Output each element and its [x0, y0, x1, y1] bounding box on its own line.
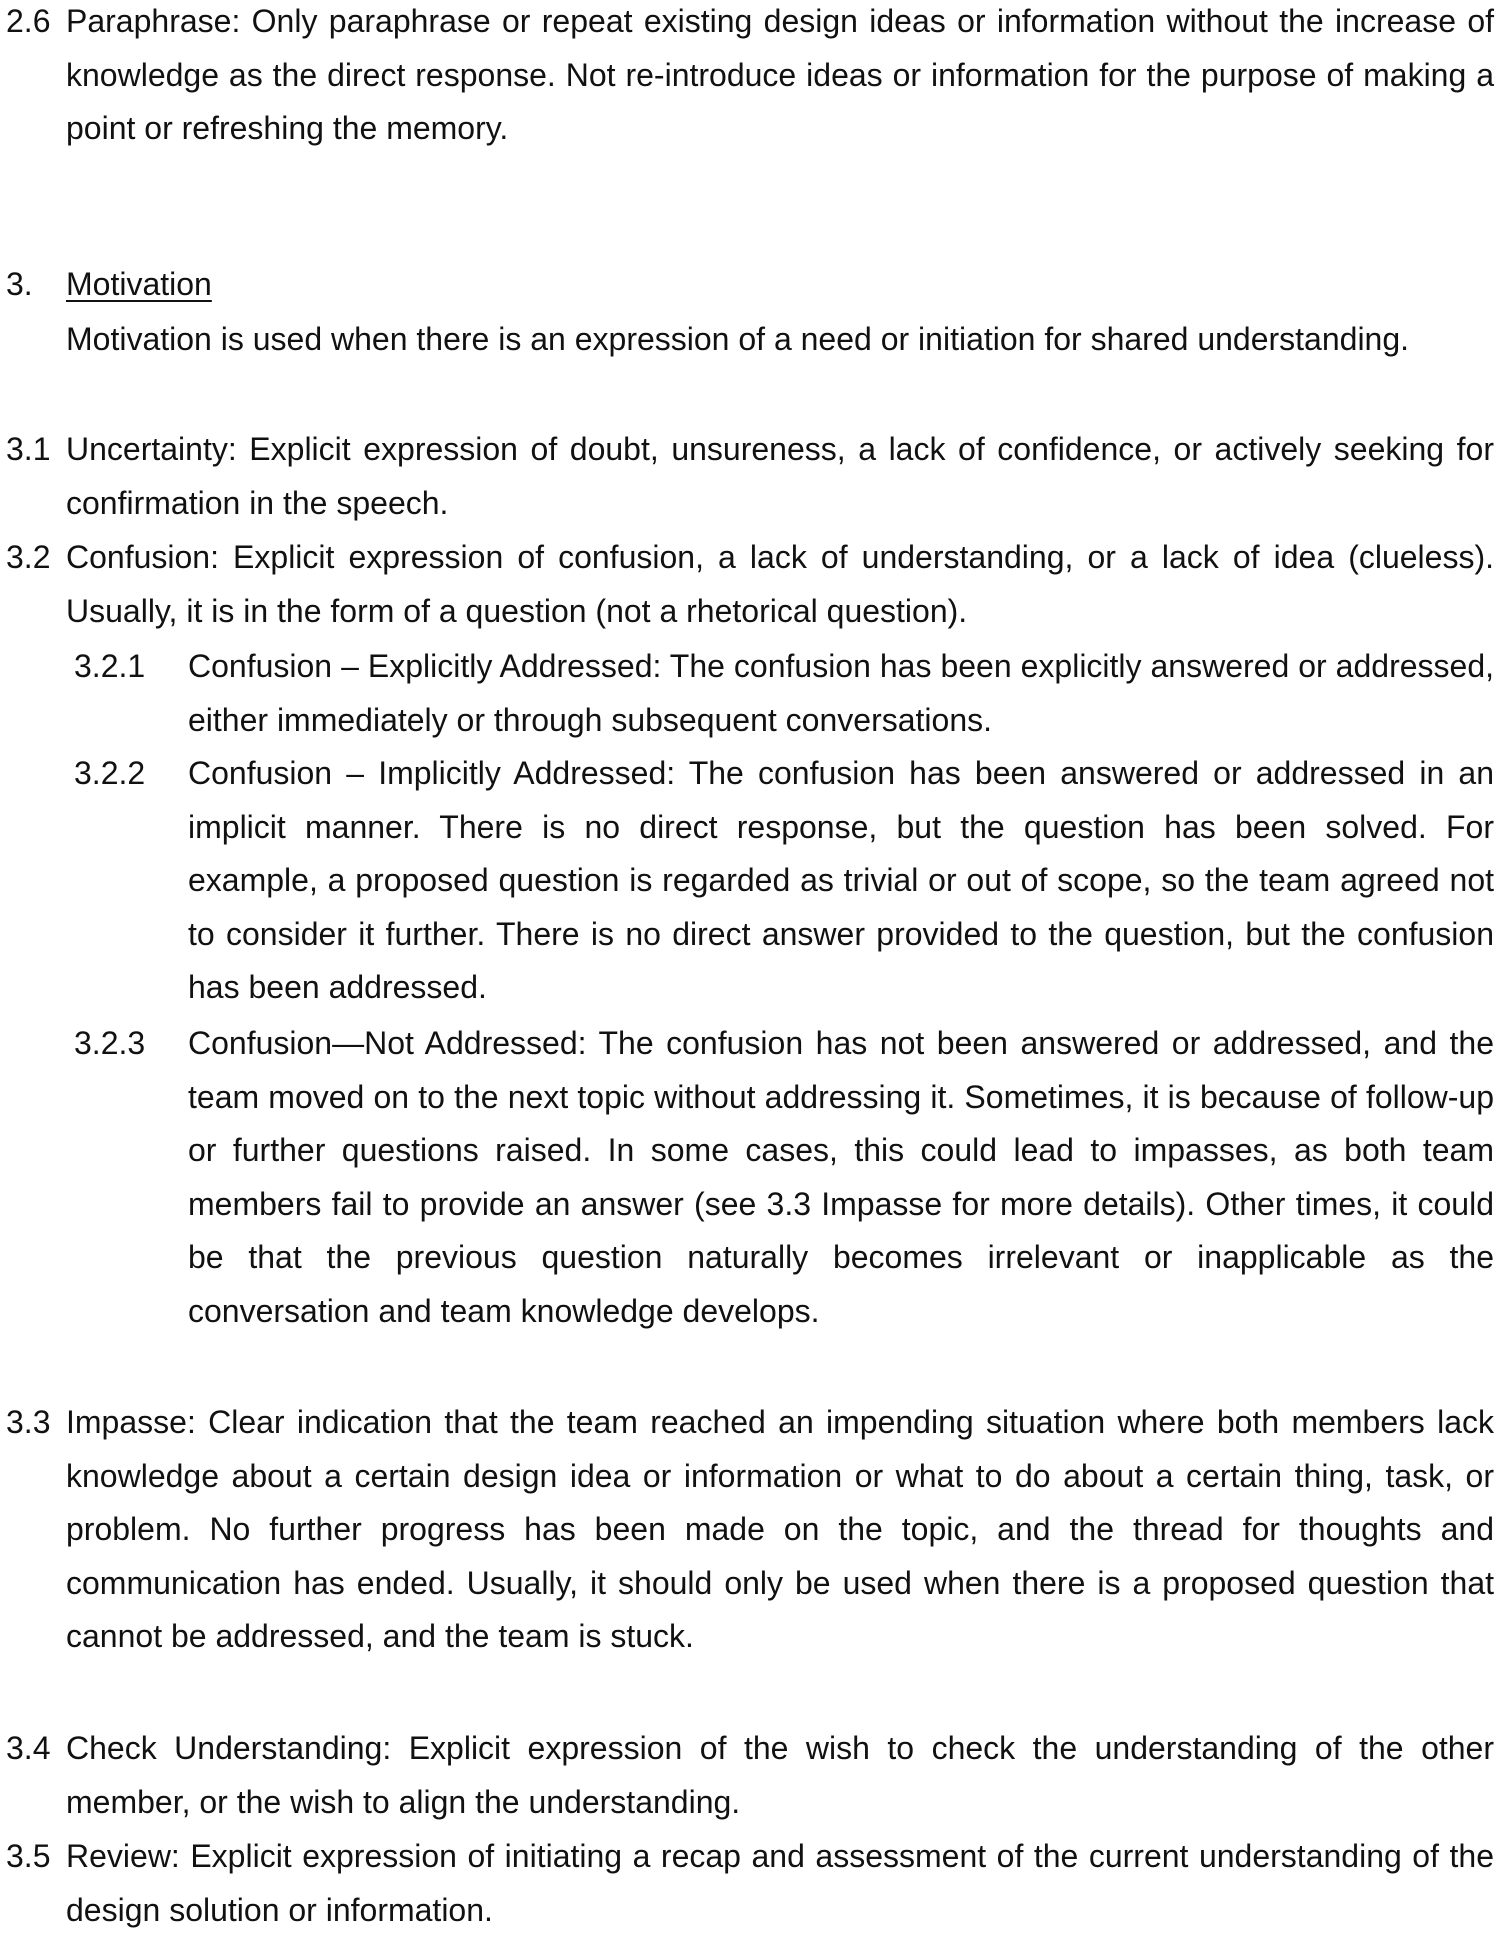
section-3-2-3-text: Confusion—Not Addressed: The confusion has not been answered or addressed, and the team moved on to the next topic without addressing it. Sometimes, it is because of follow-up or further questions raised. In some cases, this could lead to impasses, as both team members fail to provide an answer (see 3.3 Impasse for more details). Other times, it could be that the previous question naturally becomes irrelevant or inapplicable as the conversation and team knowledge develops.: [188, 1025, 1494, 1329]
section-number: 3.3: [6, 1404, 51, 1440]
section-3-1-text: Uncertainty: Explicit expression of doubt, unsureness, a lack of confidence, or actively seeking for confirmation in the speech.: [66, 431, 1494, 521]
section-3-4-text: Check Understanding: Explicit expression of the wish to check the understanding of the other member, or the wish to align the understanding.: [66, 1730, 1494, 1820]
section-title: Motivation: [66, 266, 212, 302]
section-number: 3.2.2: [74, 755, 146, 791]
section-number: 3.2: [6, 539, 51, 575]
section-3-2-1-text: Confusion – Explicitly Addressed: The confusion has been explicitly answered or addressed, either immediately or through subsequent conversations.: [188, 648, 1494, 738]
section-3-5-text: Review: Explicit expression of initiating a recap and assessment of the current understanding of the design solution or information.: [66, 1838, 1494, 1928]
section-number: 3.2.1: [74, 648, 146, 684]
section-3-text: Motivation is used when there is an expression of a need or initiation for shared understanding.: [66, 321, 1410, 357]
section-3-3-text: Impasse: Clear indication that the team reached an impending situation where both members lack knowledge about a certain design idea or information or what to do about a certain thing, task, or problem. No further progress has been made on the topic, and the thread for thoughts and communication has ended. Usually, it should only be used when there is a proposed question that cannot be addressed, and the team is stuck.: [66, 1404, 1494, 1654]
section-number: 3.5: [6, 1838, 51, 1874]
section-number: 3.4: [6, 1730, 51, 1766]
section-3-2-text: Confusion: Explicit expression of confusion, a lack of understanding, or a lack of idea (clueless). Usually, it is in the form of a question (not a rhetorical question).: [66, 539, 1494, 629]
section-number: 2.6: [6, 3, 51, 39]
section-3-2-2-text: Confusion – Implicitly Addressed: The confusion has been answered or addressed in an implicit manner. There is no direct response, but the question has been solved. For example, a proposed question is regarded as trivial or out of scope, so the team agreed not to consider it further. There is no direct answer provided to the question, but the confusion has been addressed.: [188, 755, 1494, 1005]
section-number: 3.2.3: [74, 1025, 146, 1061]
section-number: 3.: [6, 266, 33, 302]
section-number: 3.1: [6, 431, 51, 467]
section-2-6-text: Paraphrase: Only paraphrase or repeat existing design ideas or information without the increase of knowledge as the direct response. Not re-introduce ideas or information for the purpose of making a point or refreshing the memory.: [66, 3, 1494, 146]
